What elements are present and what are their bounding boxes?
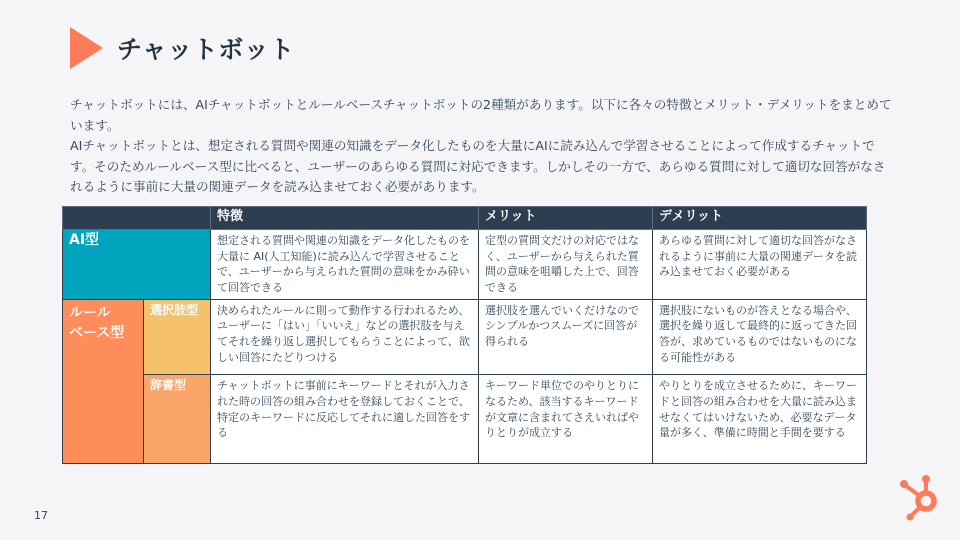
cell-ai-demerit: あらゆる質問に対して適切な回答がなされるように事前に大量の関連データを読み込ませておく必要がある (653, 230, 867, 300)
cell-choice-feature: 決められたルールに則って動作する行われるため、ユーザーに「はい」「いいえ」などの選択肢を与えてそれを繰り返し選択してもらうことによって、欲しい回答にたどりつける (211, 299, 479, 375)
cell-ai-feature: 想定される質問や関連の知識をデータ化したものを大量に AI(人工知能)に読み込んで学習させることで、ユーザーから与えられた質問の意味をかみ砕いて回答できる (211, 230, 479, 300)
row-label-rule-based (63, 299, 144, 463)
intro-paragraph-2: AIチャットボットとは、想定される質問や関連の知識をデータ化したものを大量にAIに読み込んで学習させることによって作成するチャットです。そのためルールベース型に比べると、ユーザーのあらゆる質問に対応できます。しかしその一方で、あらゆる質問に対して適切な回答がなされるように事前に大量の関連データを読み込ませておく必要があります。 (70, 138, 886, 194)
rule-label-line1: ルール (69, 304, 111, 321)
table-row-dictionary (63, 375, 867, 464)
page-number: 17 (34, 509, 48, 522)
table-header-row (63, 207, 867, 230)
row-label-ai: AI型 (63, 230, 211, 300)
hubspot-sprocket-logo-icon (896, 470, 948, 524)
cell-dictionary-feature: チャットボットに事前にキーワードとそれが入力された時の回答の組み合わせを登録しておくことで、特定のキーワードに反応してそれに適した回答をする (211, 375, 479, 464)
cell-choice-demerit: 選択肢にないものが答えとなる場合や、選択を繰り返して最終的に返ってきた回答が、求めているものではないものになる可能性がある (653, 299, 867, 375)
rule-label-line2: ベース型 (69, 324, 125, 341)
intro-paragraph-1: チャットボットには、AIチャットボットとルールベースチャットボットの2種類があります。以下に各々の特徴とメリット・デメリットをまとめています。 (70, 97, 892, 133)
page-title: チャットボット (117, 35, 295, 64)
comparison-table (62, 206, 867, 464)
cell-dictionary-demerit: やりとりを成立させるために、キーワードと回答の組み合わせを大量に読み込ませなくてはいけないため、必要なデータ量が多く、準備に時間と手間を要する (653, 375, 867, 464)
cell-ai-merit: 定型の質問文だけの対応ではなく、ユーザーから与えられた質問の意味を咀嚼した上で、回答できる (479, 230, 653, 300)
title-arrow-icon (70, 27, 103, 69)
row-label-dictionary: 辞書型 (144, 375, 211, 464)
intro-text (70, 95, 895, 198)
header-blank (63, 207, 211, 230)
header-feature: 特徴 (211, 207, 479, 230)
header-merit: メリット (479, 207, 653, 230)
table-row-ai (63, 230, 867, 300)
row-label-choice: 選択肢型 (144, 299, 211, 375)
header-demerit: デメリット (653, 207, 867, 230)
cell-dictionary-merit: キーワード単位でのやりとりになるため、該当するキーワードが文章に含まれてさえいればやりとりが成立する (479, 375, 653, 464)
cell-choice-merit: 選択肢を選んでいくだけなのでシンプルかつスムーズに回答が得られる (479, 299, 653, 375)
table-row-choice (63, 299, 867, 375)
